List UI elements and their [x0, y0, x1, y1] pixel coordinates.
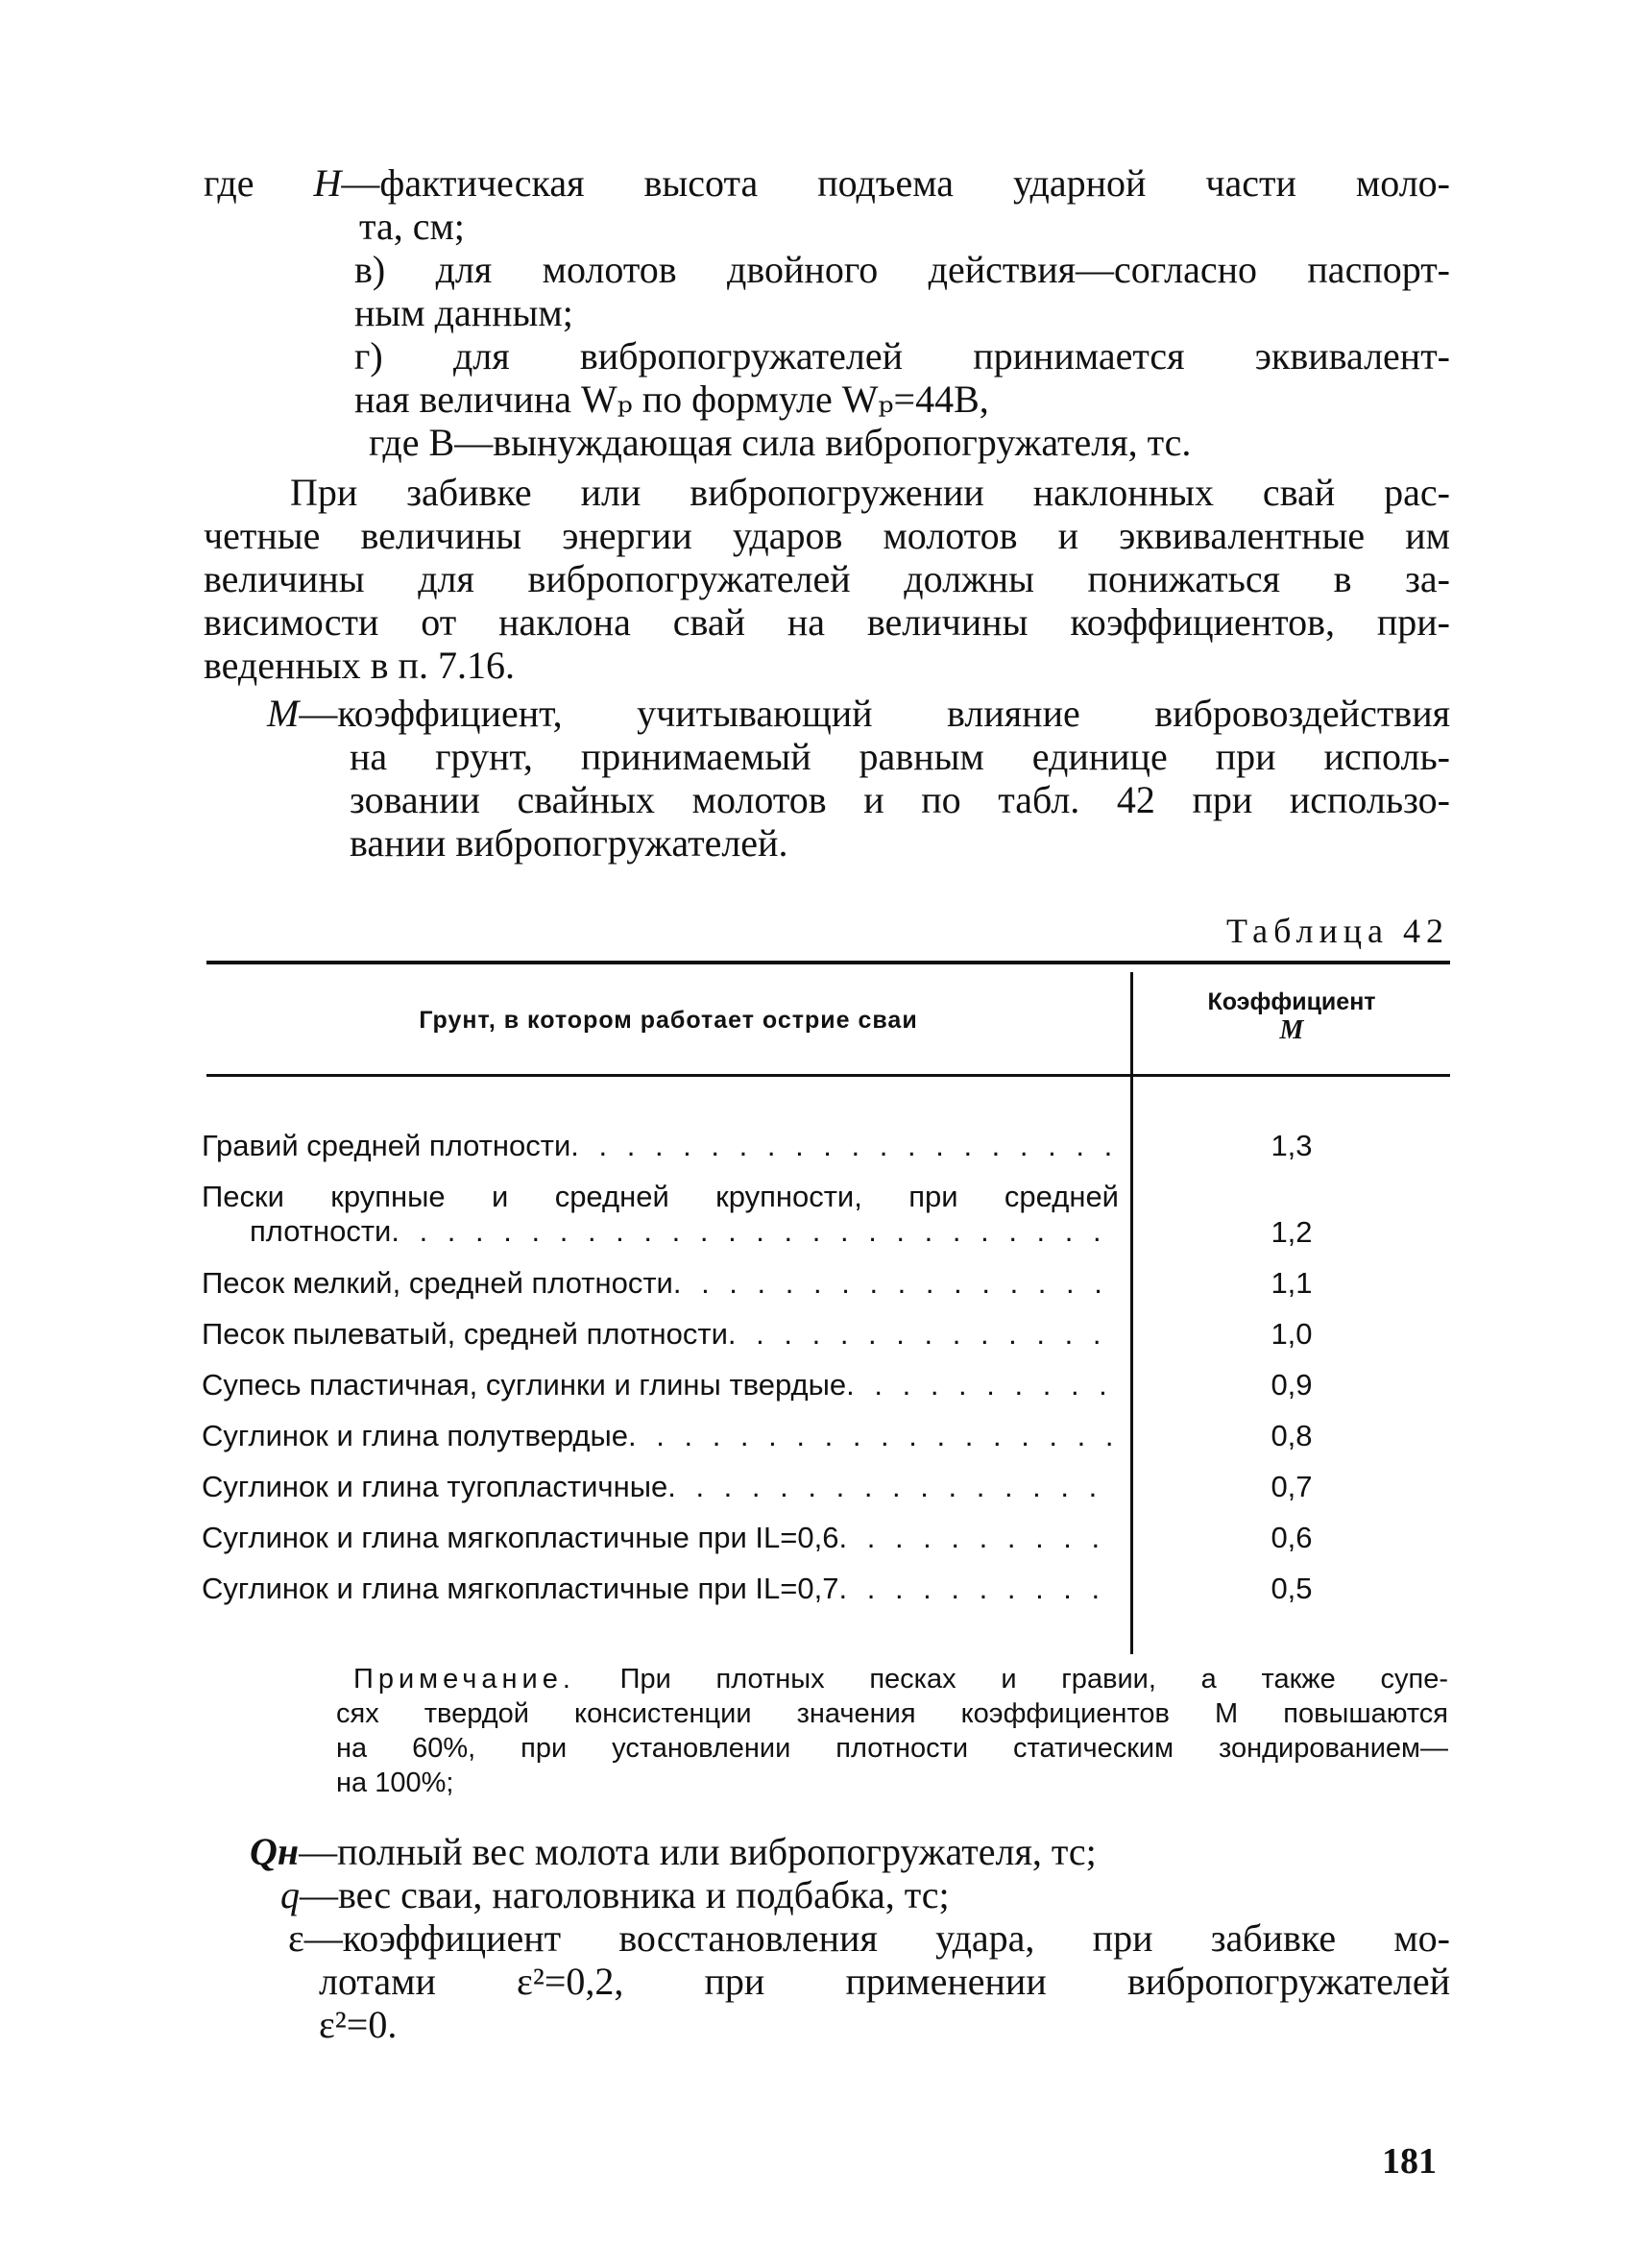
header-coef-label: Коэффициент — [1207, 988, 1376, 1015]
intro-line-4: ным данным; — [354, 291, 573, 334]
row-soil-cont: плотности — [250, 1214, 392, 1248]
m-def-line: вании вибропогружателей. — [350, 821, 788, 865]
paragraph-line: висимости от наклона свай на величины коэффициентов, при- — [204, 600, 1450, 644]
row-soil: Суглинок и глина полутвердые — [202, 1419, 629, 1452]
m-def-line: на грунт, принимаемый равным единице при исполь- — [350, 735, 1450, 778]
paragraph-line: величины для вибропогружателей должны понижаться в за- — [204, 557, 1450, 600]
table-row — [202, 1317, 1119, 1352]
note-line: на 60%, при установлении плотности статическим зондированием— — [336, 1733, 1448, 1764]
row-soil: Суглинок и глина мягкопластичные при IL=0,6 — [202, 1521, 839, 1554]
header-coef-symbol: M — [1279, 1015, 1304, 1045]
table-header-coefficient — [1133, 988, 1450, 1045]
row-soil: Пески крупные и средней крупности, при средней — [202, 1180, 1119, 1213]
note-line-1: Примечание. При плотных песках и гравии, а также супе- — [353, 1664, 1448, 1695]
row-value: 0,7 — [1271, 1470, 1313, 1503]
def-epsilon-cont: ε²=0. — [319, 2003, 398, 2046]
row-value: 1,1 — [1271, 1266, 1313, 1300]
m-def-line-1: M—коэффициент, учитывающий влияние вибровоздействия — [267, 692, 1450, 735]
paragraph-inclined-piles — [204, 471, 1450, 687]
intro-line-3: в) для молотов двойного действия—согласно паспорт- — [354, 248, 1450, 291]
row-value: 1,0 — [1271, 1317, 1313, 1351]
row-value: 0,8 — [1271, 1419, 1313, 1452]
row-soil: Суглинок и глина мягкопластичные при IL=0,7 — [202, 1572, 839, 1605]
paragraph-line: При забивке или вибропогружении наклонных свай рас- — [290, 471, 1450, 514]
row-value: 0,9 — [1271, 1368, 1313, 1402]
row-soil: Гравий средней плотности — [202, 1129, 571, 1162]
m-def-line: зовании свайных молотов и по табл. 42 при использо- — [350, 778, 1450, 821]
row-soil: Супесь пластичная, суглинки и глины твердые — [202, 1368, 847, 1402]
table-header-rule — [206, 1074, 1450, 1077]
row-value: 1,3 — [1271, 1129, 1313, 1162]
table-row — [202, 1368, 1119, 1402]
intro-block — [204, 161, 1450, 464]
def-epsilon-cont: лотами ε²=0,2, при применении вибропогружателей — [319, 1960, 1450, 2003]
page-number: 181 — [1382, 2141, 1437, 2182]
row-value: 0,5 — [1271, 1572, 1313, 1605]
intro-line-1: где H—фактическая высота подъема ударной части моло- — [204, 161, 1450, 205]
m-definition-block — [204, 692, 1450, 865]
intro-line-6: ная величина Wₚ по формуле Wₚ=44B, — [354, 378, 989, 421]
note-line: сях твердой консистенции значения коэффициентов М повышаются — [336, 1698, 1448, 1729]
table-row — [202, 1266, 1119, 1301]
intro-line-7: где В—вынуждающая сила вибропогружателя, тс. — [369, 421, 1192, 464]
def-epsilon: ε—коэффициент восстановления удара, при забивке мо- — [288, 1916, 1450, 1960]
row-value: 0,6 — [1271, 1521, 1313, 1554]
definitions-block — [204, 1830, 1450, 2046]
table-row — [202, 1521, 1119, 1555]
table-note — [336, 1662, 1448, 1800]
intro-line-2: та, см; — [359, 205, 465, 248]
table-row — [202, 1129, 1119, 1163]
row-soil: Песок пылеватый, средней плотности — [202, 1317, 728, 1351]
paragraph-line: веденных в п. 7.16. — [204, 644, 515, 687]
note-line: на 100%; — [336, 1768, 454, 1798]
intro-line-5: г) для вибропогружателей принимается эквивалент- — [354, 334, 1450, 378]
table-row — [202, 1180, 1119, 1249]
table-row — [202, 1419, 1119, 1453]
table-row — [202, 1470, 1119, 1504]
def-q-pile: q—вес сваи, наголовника и подбабка, тс; — [280, 1873, 950, 1916]
table-top-rule — [206, 961, 1450, 964]
row-value: 1,2 — [1271, 1215, 1313, 1249]
row-soil: Песок мелкий, средней плотности — [202, 1266, 673, 1300]
paragraph-line: четные величины энергии ударов молотов и эквивалентные им — [204, 514, 1450, 557]
table-caption: Таблица 42 — [1226, 912, 1449, 950]
table-row — [202, 1572, 1119, 1606]
def-q-total: Qн—полный вес молота или вибропогружателя, тс; — [250, 1830, 1097, 1873]
table-header-soil: Грунт, в котором работает острие сваи — [419, 1007, 918, 1034]
row-soil: Суглинок и глина тугопластичные — [202, 1470, 668, 1503]
